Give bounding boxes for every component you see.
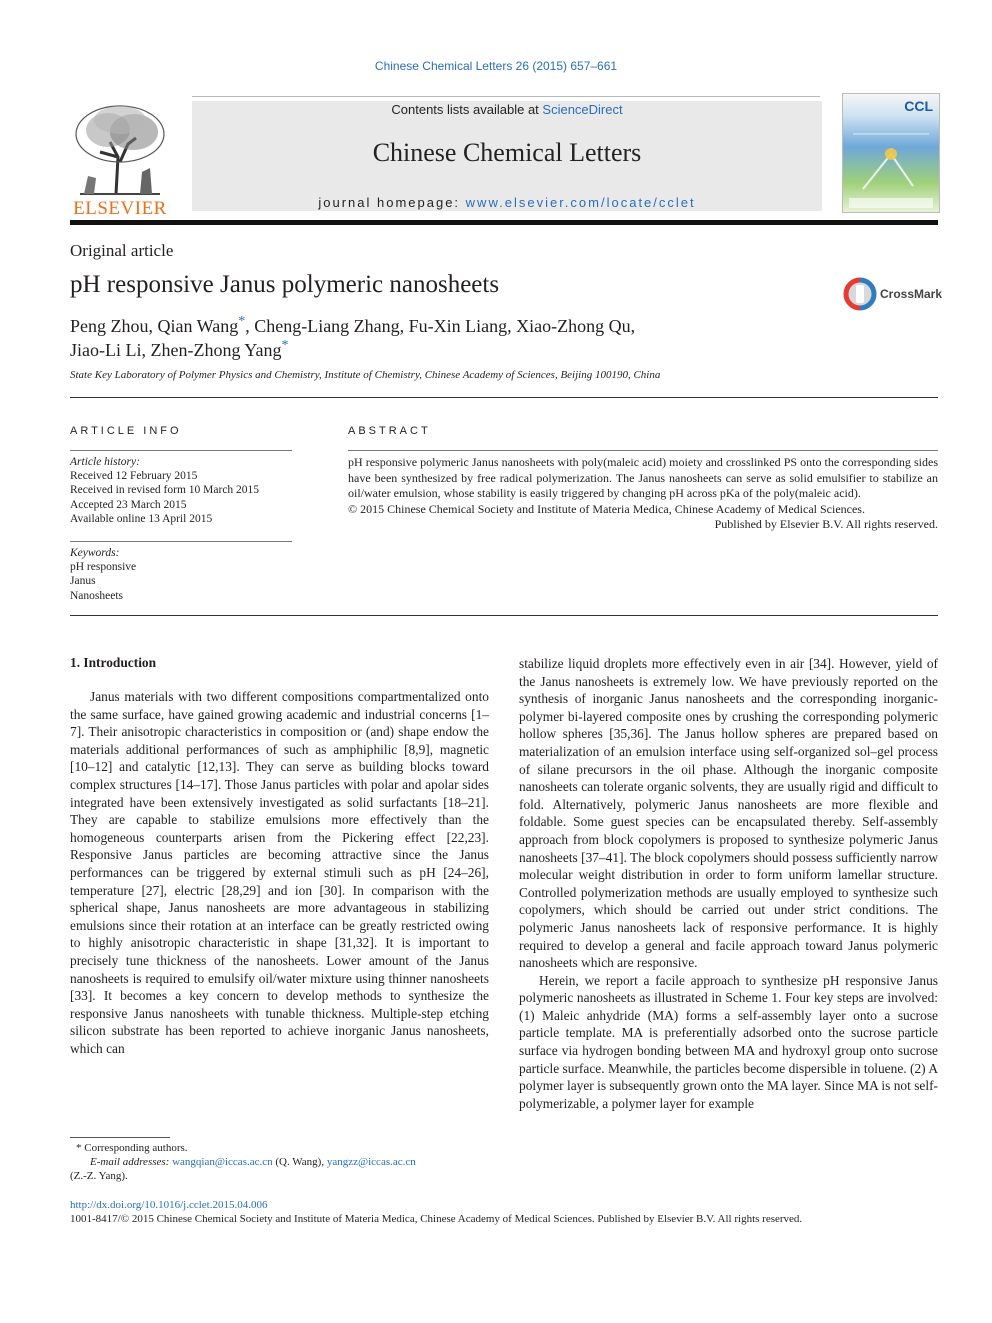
keywords-rule: [70, 541, 292, 542]
abstract-published-by: Published by Elsevier B.V. All rights reserved.: [714, 517, 938, 531]
article-title: pH responsive Janus polymeric nanosheets: [70, 271, 500, 298]
footnotes: [70, 1141, 500, 1183]
footnote-mark: *: [76, 1142, 82, 1154]
revised-date: Received in revised form 10 March 2015: [70, 484, 260, 497]
abstract-body: [348, 455, 938, 533]
footnote-rule: [70, 1137, 170, 1138]
keyword-item: Janus: [70, 575, 96, 588]
corresponding-mark[interactable]: *: [281, 338, 289, 353]
section-heading: 1. Introduction: [70, 655, 157, 670]
history-label: Article history:: [70, 456, 140, 468]
online-date: Available online 13 April 2015: [70, 512, 213, 525]
keywords-block: [70, 546, 292, 603]
issn-copyright-line: 1001-8417/© 2015 Chinese Chemical Society and Institute of Materia Medica, Chinese Academy of Medical Sciences. Published by Elsevier B.V. All rights reserved.: [70, 1213, 803, 1225]
body-paragraph: Herein, we report a facile approach to synthesize pH responsive Janus polymeric nanosheets as illustrated in Scheme 1. Four key steps are involved: (1) Maleic anhydride (MA) forms a self-assembly layer onto a sucrose particle template. MA is preferentially adsorbed onto the sucrose particle surface via hydrogen bonding between MA and hydroxyl group onto sucrose particle surface. Meanwhile, the particles become dispersible in toluene. (2) A polymer layer is subsequently grown onto the MA layer. Since MA is not self-polymerizable, a polymer layer for example: [519, 972, 938, 1111]
masthead-bottom-rule: [70, 220, 938, 225]
received-date: Received 12 February 2015: [70, 470, 198, 483]
accepted-date: Accepted 23 March 2015: [70, 498, 187, 511]
cover-art-icon: [843, 94, 939, 212]
sciencedirect-link[interactable]: ScienceDirect: [542, 102, 623, 117]
elsevier-wordmark: ELSEVIER: [73, 198, 167, 219]
abstract-rule: [348, 450, 938, 451]
corresponding-note: [70, 1141, 500, 1155]
author-list: [70, 314, 790, 362]
authors-part: , Cheng-Liang Zhang, Fu-Xin Liang, Xiao-Zhong Qu,: [245, 316, 636, 336]
crossmark-badge[interactable]: [842, 276, 942, 312]
article-info-rule: [70, 450, 292, 451]
email-label: E-mail addresses:: [90, 1156, 173, 1168]
crossmark-icon: [842, 276, 878, 312]
article-info-heading: ARTICLE INFO: [70, 425, 182, 437]
journal-citation[interactable]: Chinese Chemical Letters 26 (2015) 657–661: [374, 59, 618, 73]
body-paragraph: Janus materials with two different compositions compartmentalized onto the same surface, have gained growing academic and industrial concerns [1–7]. Their anisotropic characteristics in composition or (and) shape endow the materials additional performances of such as amphiphilic [8,9], magnetic [10–12] and catalytic [12,13]. They can serve as building blocks toward complex structures [14–17]. Those Janus particles with polar and apolar sides integrated have been extensively investigated as solid surfactants [18–21]. They are capable to stabilize emulsions more effectively than the homogeneous counterparts arisen from the Pickering effect [22,23]. Responsive Janus particles are becoming attractive since the Janus performances can be triggered by external stimuli such as pH [24–26], temperature [27], electric [28,29] and ion [30]. In comparison with the spherical shape, Janus nanosheets are more advantageous in stabilizing emulsions since their rotation at an interface can be greatly restricted owing to highly anisotropic characteristic in shape [31,32]. It is important to precisely tune thickness of the nanosheets. Lower amount of the Janus nanosheets is required to emulsify oil/water mixture using thinner nanosheets [33]. It becomes a key concern to develop methods to synthesize the responsive Janus nanosheets with tunable thickness. Multiple-step etching silicon substrate has been reported to achieve inorganic Janus nanosheets, which can: [70, 689, 489, 1056]
corresponding-text: Corresponding authors.: [84, 1142, 188, 1154]
email-link[interactable]: wangqian@iccas.ac.cn: [172, 1156, 273, 1168]
authors-part: Peng Zhou, Qian Wang: [70, 316, 239, 336]
journal-homepage: [192, 195, 822, 210]
journal-cover: [842, 93, 940, 213]
corresponding-mark[interactable]: *: [238, 314, 246, 329]
email-link[interactable]: yangzz@iccas.ac.cn: [326, 1156, 416, 1168]
homepage-link[interactable]: www.elsevier.com/locate/cclet: [465, 195, 696, 210]
authors-part: Jiao-Li Li, Zhen-Zhong Yang: [70, 340, 282, 360]
body-paragraph: stabilize liquid droplets more effectively even in air [34]. However, yield of the Janus nanosheets is extremely low. We have previously reported on the synthesis of inorganic Janus nanosheets and the corresponding inorganic-polymer bi-layered composite ones by crushing the corresponding polymeric hollow spheres [35,36]. The Janus hollow spheres are prepared based on materialization of an emulsion interface using self-organized sol–gel process of silane precursors in the oil phase. Although the inorganic composite nanosheets can tolerate organic solvents, they are usually rigid and difficult to fold. Alternatively, polymeric Janus nanosheets are more flexible and foldable. Some guest species can be encapsulated thereby. Self-assembly approach from block copolymers is proposed to synthesize polymeric Janus nanosheets [37–41]. The block copolymers should possess sufficiently narrow molecular weight distribution in order to form uniform lamellar structure. Controlled polymerization methods are usually employed to synthesize such copolymers, which should be carried out under strict conditions. The polymeric Janus nanosheets lack of responsive performance. It is highly required to develop a general and facile approach toward Janus polymeric nanosheets which are responsive.: [519, 656, 938, 971]
email-line: [70, 1155, 500, 1169]
contents-prefix: Contents lists available at: [391, 102, 543, 117]
front-matter-divider: [70, 615, 938, 616]
contents-line: [192, 102, 822, 117]
crossmark-label: CrossMark: [880, 287, 943, 301]
keyword-item: Nanosheets: [70, 589, 124, 602]
keywords-label: Keywords:: [70, 547, 120, 559]
header-divider: [70, 397, 938, 398]
affiliation: State Key Laboratory of Polymer Physics and Chemistry, Institute of Chemistry, Chinese Academy of Sciences, Beijing 100190, China: [70, 369, 661, 381]
article-history: [70, 455, 292, 526]
journal-title: Chinese Chemical Letters: [372, 138, 642, 167]
author-line-2: [70, 338, 790, 362]
email-owner: (Q. Wang),: [272, 1156, 327, 1168]
homepage-label: journal homepage:: [318, 195, 466, 210]
abstract-text: pH responsive polymeric Janus nanosheets with poly(maleic acid) moiety and crosslinked PS onto the corresponding sides have been synthesized by free radical polymerization. The Janus nanosheets can serve as solid emulsifier to stabilize an oil/water emulsion, whose stability is easily triggered by changing pH across pKa of the poly(maleic acid).: [348, 455, 938, 500]
abstract-heading: ABSTRACT: [348, 425, 431, 437]
email-owner-2: (Z.-Z. Yang).: [70, 1170, 128, 1182]
article-type: Original article: [70, 241, 174, 260]
doi-link[interactable]: http://dx.doi.org/10.1016/j.cclet.2015.04.006: [70, 1199, 268, 1211]
elsevier-logo: [70, 102, 170, 219]
elsevier-tree-icon: [70, 102, 170, 197]
keyword-item: pH responsive: [70, 561, 137, 574]
masthead-top-rule: [192, 96, 820, 97]
cover-title: CCL: [904, 98, 933, 114]
body-left-column: [70, 688, 489, 1057]
author-line-1: [70, 314, 790, 338]
body-right-column: [519, 655, 938, 1112]
abstract-copyright: © 2015 Chinese Chemical Society and Institute of Materia Medica, Chinese Academy of Medical Sciences.: [348, 501, 865, 516]
